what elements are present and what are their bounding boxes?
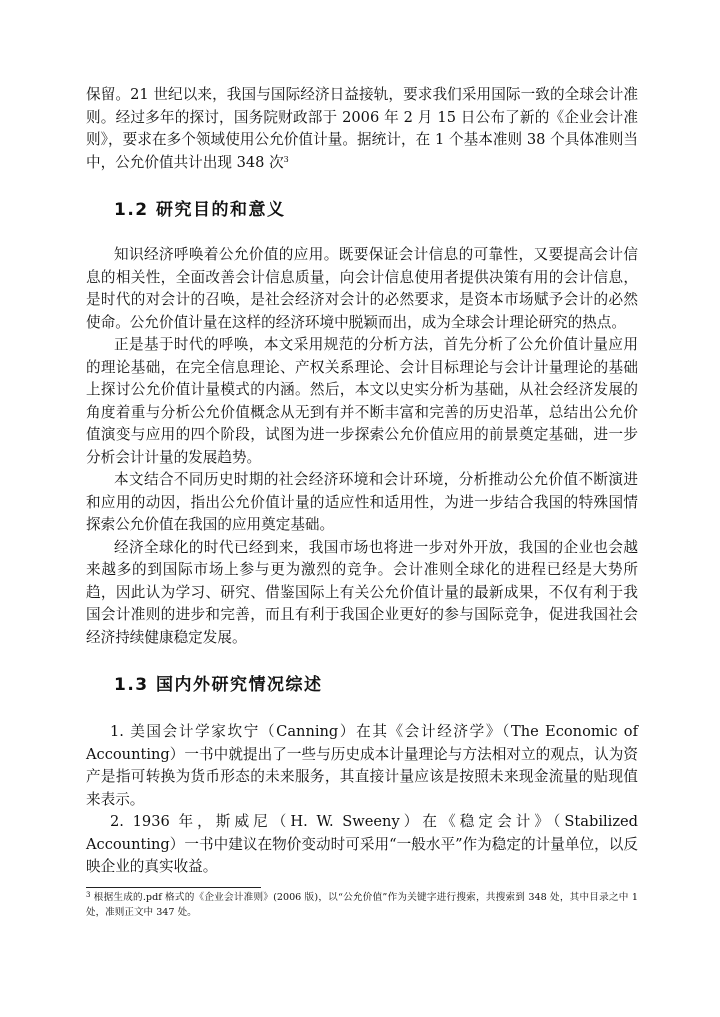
section-heading-1-2: 1.2 研究目的和意义: [114, 200, 286, 220]
footnote: [86, 890, 638, 920]
section-1-3-paragraph-1: 1. 美国会计学家坎宁（Canning）在其《会计经济学》（The Economic of Accounting）一书中就提出了一些与历史成本计量理论与方法相对立的观点，认为资产是指可转换为货币形态的未来服务，其直接计量应该是按照未来现金流量的贴现值来表示。: [86, 723, 638, 808]
footnote-text: 根据生成的.pdf 格式的《企业会计准则》(2006 版)，以“公允价值”作为关键字进行搜索，共搜索到 348 处，其中目录之中 1 处，准则正文中 347 处。: [86, 891, 638, 918]
section-1-3-paragraph-2: 2. 1936 年，斯威尼（H. W. Sweeny）在《稳定会计》（Stabilized Accounting）一书中建议在物价变动时可采用“一般水平”作为稳定的计量单位，以反映企业的真实收益。: [86, 813, 638, 875]
footnote-mark: 3: [86, 890, 91, 899]
footnote-divider: [86, 887, 261, 888]
section-1-2-paragraph-2: 正是基于时代的呼唤，本文采用规范的分析方法，首先分析了公允价值计量应用的理论基础，在完全信息理论、产权关系理论、会计目标理论与会计计量理论的基础上探讨公允价值计量模式的内涵。然后，本文以史实分析为基础，从社会经济发展的角度着重与分析公允价值概念从无到有并不断丰富和完善的历史沿革，总结出公允价值演变与应用的四个阶段，试图为进一步探索公允价值应用的前景奠定基础，进一步分析会计计量的发展趋势。: [86, 336, 638, 466]
intro-text: 保留。21 世纪以来，我国与国际经济日益接轨，要求我们采用国际一致的全球会计准则。经过多年的探讨，国务院财政部于 2006 年 2 月 15 日公布了新的《企业会计准则》，要求在多个领域使用公允价值计量。据统计，在 1 个基本准则 38 个具体准则当中，公允价值共计出现 348 次: [86, 86, 638, 171]
section-1-2-paragraph-1: 知识经济呼唤着公允价值的应用。既要保证会计信息的可靠性，又要提高会计信息的相关性，全面改善会计信息质量，向会计信息使用者提供决策有用的会计信息，是时代的对会计的召唤，是社会经济对会计的必然要求，是资本市场赋予会计的必然使命。公允价值计量在这样的经济环境中脱颖而出，成为全球会计理论研究的热点。: [86, 246, 638, 331]
section-heading-1-3: 1.3 国内外研究情况综述: [114, 675, 323, 695]
footnote-reference: 3: [283, 154, 289, 164]
intro-paragraph: [86, 84, 638, 174]
section-1-2-paragraph-4: 经济全球化的时代已经到来，我国市场也将进一步对外开放，我国的企业也会越来越多的到国际市场上参与更为激烈的竞争。会计准则全球化的进程已经是大势所趋，因此认为学习、研究、借鉴国际上有关公允价值计量的最新成果，不仅有利于我国会计准则的进步和完善，而且有利于我国企业更好的参与国际竞争，促进我国社会经济持续健康稳定发展。: [86, 538, 638, 646]
section-1-2-paragraph-3: 本文结合不同历史时期的社会经济环境和会计环境，分析推动公允价值不断演进和应用的动因，指出公允价值计量的适应性和适用性，为进一步结合我国的特殊国情探索公允价值在我国的应用奠定基础。: [86, 471, 638, 533]
document-page: [86, 84, 638, 920]
